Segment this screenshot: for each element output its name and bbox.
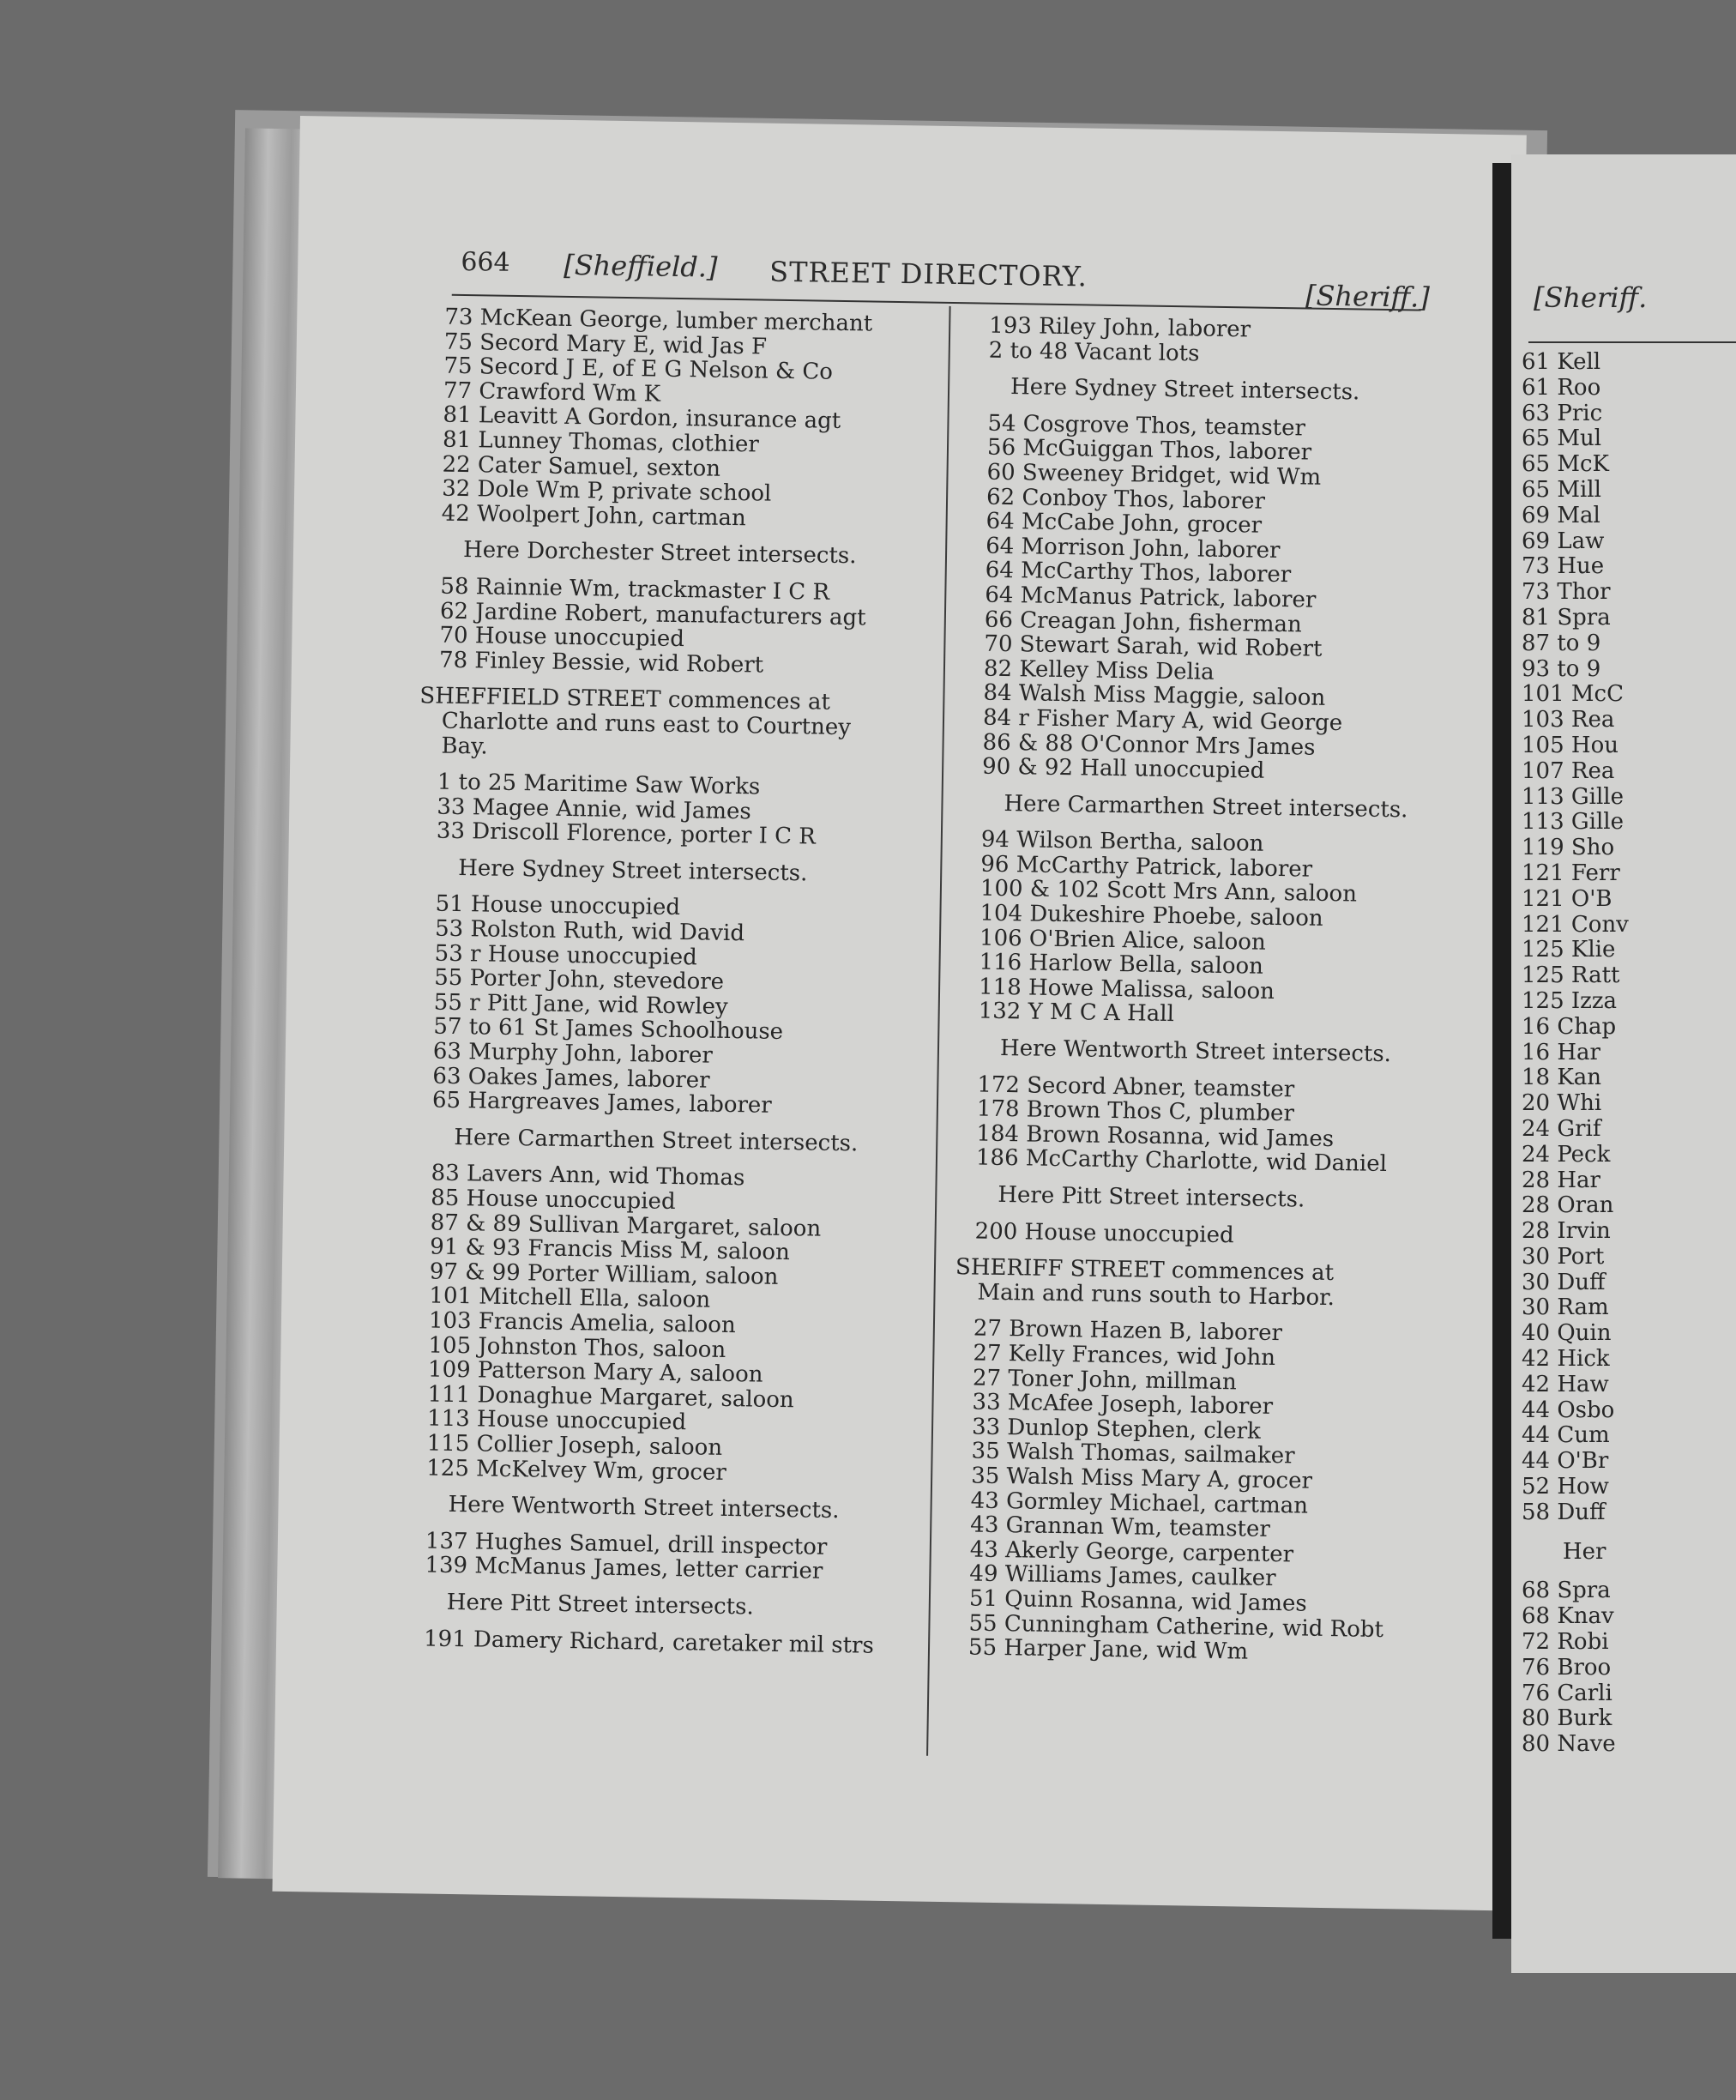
directory-entry: 53 Rolston Ruth, wid David bbox=[434, 915, 745, 947]
next-page-entry: 28 Irvin bbox=[1522, 1218, 1611, 1245]
next-page-entry: 113 Gille bbox=[1522, 783, 1624, 810]
next-page-entry: 28 Har bbox=[1522, 1167, 1600, 1193]
next-page-entry: 30 Duff bbox=[1522, 1269, 1606, 1295]
directory-entry: 33 McAfee Joseph, laborer bbox=[972, 1389, 1274, 1421]
directory-entry: 200 House unoccupied bbox=[974, 1218, 1234, 1248]
directory-entry: 65 Hargreaves James, laborer bbox=[431, 1087, 772, 1119]
next-page-entry: 30 Ram bbox=[1522, 1294, 1609, 1321]
directory-entry: 64 Morrison John, laborer bbox=[985, 533, 1281, 564]
next-page-entry: 61 Kell bbox=[1522, 349, 1601, 375]
right-column bbox=[949, 313, 1451, 1667]
next-page-entry: 68 Spra bbox=[1522, 1578, 1611, 1604]
next-page-entry: 52 How bbox=[1522, 1474, 1609, 1500]
directory-entry: 139 McManus James, letter carrier bbox=[425, 1552, 823, 1585]
next-page-entry: 20 Whi bbox=[1522, 1090, 1602, 1117]
next-page-entry: 103 Rea bbox=[1522, 707, 1615, 733]
directory-entry: 105 Johnston Thos, saloon bbox=[428, 1332, 726, 1363]
next-page-entry: 30 Port bbox=[1522, 1243, 1605, 1270]
street-heading bbox=[955, 1255, 1436, 1312]
directory-entry: 33 Magee Annie, wid James bbox=[437, 794, 751, 825]
directory-entry: 193 Riley John, laborer bbox=[989, 312, 1251, 343]
directory-entry: 86 & 88 O'Connor Mrs James bbox=[982, 729, 1316, 761]
directory-entry: 84 r Fisher Mary A, wid George bbox=[982, 704, 1343, 737]
next-page-entry: 76 Broo bbox=[1522, 1654, 1612, 1681]
directory-entry: 94 Wilson Bertha, saloon bbox=[980, 826, 1264, 858]
next-page-entry: 16 Chap bbox=[1522, 1013, 1617, 1040]
directory-entry: 35 Walsh Thomas, sailmaker bbox=[971, 1438, 1295, 1469]
directory-entry: 1 to 25 Maritime Saw Works bbox=[437, 769, 761, 800]
next-page-entry: 40 Quin bbox=[1522, 1320, 1612, 1347]
directory-entry: 100 & 102 Scott Mrs Ann, saloon bbox=[980, 876, 1358, 908]
intersection-note: Here Pitt Street intersects. bbox=[998, 1181, 1305, 1213]
directory-entry: 66 Creagan John, fisherman bbox=[984, 606, 1303, 637]
directory-entry: 51 Quinn Rosanna, wid James bbox=[968, 1585, 1307, 1617]
directory-entry: 55 Cunningham Catherine, wid Robt bbox=[968, 1609, 1384, 1643]
next-page-entry: 93 to 9 bbox=[1522, 655, 1601, 682]
next-page-entry: 42 Hick bbox=[1522, 1346, 1610, 1373]
next-page-entry: 68 Knav bbox=[1522, 1603, 1614, 1630]
directory-entry: 43 Grannan Wm, teamster bbox=[970, 1512, 1271, 1543]
header-left-tag: [Sheffield.] bbox=[564, 248, 718, 284]
directory-entry: 64 McCabe John, grocer bbox=[986, 508, 1263, 539]
directory-entry: 132 Y M C A Hall bbox=[978, 998, 1175, 1028]
directory-entry: 109 Patterson Mary A, saloon bbox=[427, 1356, 763, 1388]
directory-entry: 85 House unoccupied bbox=[430, 1185, 676, 1216]
next-page-entry: 69 Law bbox=[1522, 528, 1605, 554]
next-page-entry: 28 Oran bbox=[1522, 1192, 1614, 1219]
directory-entry: 91 & 93 Francis Miss M, saloon bbox=[430, 1234, 791, 1266]
directory-entry: 125 McKelvey Wm, grocer bbox=[426, 1455, 727, 1486]
left-column bbox=[405, 305, 941, 1658]
directory-entry: 43 Akerly George, carpenter bbox=[969, 1536, 1294, 1568]
directory-entry: 178 Brown Thos C, plumber bbox=[976, 1095, 1295, 1127]
next-page-entry: 65 Mul bbox=[1522, 425, 1602, 452]
directory-entry: 32 Dole Wm P, private school bbox=[441, 475, 772, 507]
next-page-entry: 125 Ratt bbox=[1522, 962, 1620, 989]
directory-entry: 186 McCarthy Charlotte, wid Daniel bbox=[975, 1144, 1388, 1178]
next-page-entry: 101 McC bbox=[1522, 681, 1624, 708]
next-page-entry: 44 Cum bbox=[1522, 1422, 1610, 1449]
directory-entry: 64 McManus Patrick, laborer bbox=[985, 582, 1317, 613]
directory-entry: 70 Stewart Sarah, wid Robert bbox=[984, 631, 1323, 662]
next-page-entry: 72 Robi bbox=[1522, 1629, 1609, 1656]
directory-entry: 101 Mitchell Ella, saloon bbox=[429, 1282, 711, 1314]
directory-entry: 55 Porter John, stevedore bbox=[434, 964, 725, 996]
next-page-entry: 44 Osbo bbox=[1522, 1397, 1615, 1423]
directory-entry: 43 Gormley Michael, cartman bbox=[970, 1488, 1309, 1519]
street-heading-line: Main and runs south to Harbor. bbox=[977, 1279, 1335, 1311]
next-page-entry: 121 Conv bbox=[1522, 911, 1629, 938]
directory-entry: 63 Oakes James, laborer bbox=[432, 1063, 710, 1094]
directory-entry: 54 Cosgrove Thos, teamster bbox=[987, 410, 1306, 442]
directory-entry: 51 House unoccupied bbox=[435, 891, 681, 921]
intersection-note: Here Sydney Street intersects. bbox=[1010, 374, 1360, 406]
next-page-intersection-note: Her bbox=[1563, 1538, 1606, 1565]
page-number: 664 bbox=[461, 246, 510, 278]
directory-entry: 49 Williams James, caulker bbox=[969, 1560, 1276, 1592]
next-page-entry: 81 Spra bbox=[1522, 604, 1611, 631]
next-page-entry: 73 Thor bbox=[1522, 579, 1611, 606]
directory-entry: 64 McCarthy Thos, laborer bbox=[985, 557, 1292, 588]
directory-entry: 22 Cater Samuel, sexton bbox=[442, 451, 721, 482]
directory-entry: 62 Jardine Robert, manufacturers agt bbox=[439, 598, 866, 631]
next-page-entry: 69 Mal bbox=[1522, 502, 1600, 528]
next-page-entry: 73 Hue bbox=[1522, 553, 1605, 580]
next-page-entry: 80 Burk bbox=[1522, 1705, 1612, 1732]
next-page-entry: 121 Ferr bbox=[1522, 860, 1620, 886]
directory-entry: 77 Crawford Wm K bbox=[443, 377, 661, 407]
street-heading-line: Bay. bbox=[441, 733, 488, 760]
directory-entry: 63 Murphy John, laborer bbox=[432, 1038, 714, 1069]
intersection-note: Here Wentworth Street intersects. bbox=[999, 1035, 1392, 1068]
directory-entry: 96 McCarthy Patrick, laborer bbox=[980, 851, 1313, 883]
directory-entry: 60 Sweeney Bridget, wid Wm bbox=[986, 459, 1322, 491]
next-page-entry: 125 Klie bbox=[1522, 937, 1616, 963]
intersection-note: Here Wentworth Street intersects. bbox=[448, 1492, 840, 1524]
directory-entry: 33 Dunlop Stephen, clerk bbox=[971, 1414, 1262, 1445]
directory-entry: 172 Secord Abner, teamster bbox=[977, 1071, 1295, 1102]
next-page-entry: 24 Grif bbox=[1522, 1115, 1601, 1142]
directory-entry: 35 Walsh Miss Mary A, grocer bbox=[970, 1463, 1313, 1494]
intersection-note: Here Sydney Street intersects. bbox=[458, 854, 808, 887]
directory-entry: 27 Toner John, millman bbox=[972, 1365, 1237, 1395]
directory-entry: 137 Hughes Samuel, drill inspector bbox=[425, 1528, 828, 1560]
directory-entry: 78 Finley Bessie, wid Robert bbox=[438, 647, 764, 679]
directory-entry: 33 Driscoll Florence, porter I C R bbox=[436, 818, 817, 850]
next-page-entry: 125 Izza bbox=[1522, 987, 1618, 1014]
directory-entry: 75 Secord Mary E, wid Jas F bbox=[443, 329, 768, 360]
next-page-entry: 121 O'B bbox=[1522, 885, 1612, 912]
directory-entry: 97 & 99 Porter William, saloon bbox=[429, 1258, 779, 1290]
directory-entry: 111 Donaghue Margaret, saloon bbox=[427, 1381, 794, 1413]
next-page-entry: 24 Peck bbox=[1522, 1141, 1611, 1168]
next-page bbox=[1511, 154, 1736, 1973]
next-page-entry: 61 Roo bbox=[1522, 374, 1601, 401]
next-page-entry: 42 Haw bbox=[1522, 1371, 1609, 1397]
street-heading bbox=[419, 685, 934, 766]
directory-entry: 27 Kelly Frances, wid John bbox=[973, 1340, 1276, 1372]
next-page-column bbox=[1522, 350, 1629, 1758]
directory-entry: 83 Lavers Ann, wid Thomas bbox=[431, 1160, 745, 1192]
next-page-entry: 80 Nave bbox=[1522, 1731, 1616, 1758]
intersection-note: Here Dorchester Street intersects. bbox=[462, 537, 857, 570]
directory-entry: 27 Brown Hazen B, laborer bbox=[973, 1315, 1283, 1347]
directory-entry: 58 Rainnie Wm, trackmaster I C R bbox=[440, 573, 830, 606]
intersection-note: Here Carmarthen Street intersects. bbox=[454, 1124, 859, 1157]
next-page-entry: 18 Kan bbox=[1522, 1065, 1602, 1091]
next-page-entry: 63 Pric bbox=[1522, 400, 1603, 426]
directory-entry: 56 McGuiggan Thos, laborer bbox=[986, 435, 1312, 466]
left-page bbox=[272, 116, 1526, 1910]
directory-entry: 84 Walsh Miss Maggie, saloon bbox=[983, 679, 1326, 712]
next-page-entry: 107 Rea bbox=[1522, 757, 1615, 784]
directory-entry: 55 Harper Jane, wid Wm bbox=[967, 1634, 1249, 1665]
directory-entry: 118 Howe Malissa, saloon bbox=[978, 974, 1275, 1005]
directory-entry: 104 Dukeshire Phoebe, saloon bbox=[980, 900, 1323, 932]
directory-entry: 73 McKean George, lumber merchant bbox=[444, 304, 873, 337]
street-heading-line: SHERIFF STREET commences at bbox=[955, 1254, 1335, 1287]
directory-entry: 75 Secord J E, of E G Nelson & Co bbox=[443, 353, 834, 385]
directory-entry: 42 Woolpert John, cartman bbox=[441, 500, 746, 531]
page-title: STREET DIRECTORY. bbox=[769, 255, 1088, 293]
directory-entry: 184 Brown Rosanna, wid James bbox=[976, 1120, 1335, 1152]
next-page-entry: 44 O'Br bbox=[1522, 1448, 1609, 1475]
page-header bbox=[461, 238, 1431, 314]
header-right-tag: [Sheriff.] bbox=[1305, 279, 1431, 314]
book-gutter bbox=[1492, 163, 1511, 1939]
directory-entry: 115 Collier Joseph, saloon bbox=[426, 1430, 723, 1461]
directory-entry: 55 r Pitt Jane, wid Rowley bbox=[433, 989, 728, 1020]
next-page-rule bbox=[1528, 341, 1736, 343]
street-heading-line: SHEFFIELD STREET commences at bbox=[419, 683, 831, 716]
next-page-entry: 105 Hou bbox=[1522, 732, 1618, 758]
directory-entry: 116 Harlow Bella, saloon bbox=[979, 949, 1264, 981]
next-page-entry: 65 Mill bbox=[1522, 476, 1601, 503]
directory-entry: 2 to 48 Vacant lots bbox=[988, 337, 1200, 367]
directory-entry: 62 Conboy Thos, laborer bbox=[986, 484, 1266, 515]
next-page-entry: 76 Carli bbox=[1522, 1680, 1612, 1706]
directory-entry: 81 Leavitt A Gordon, insurance agt bbox=[443, 402, 841, 435]
directory-entry: 191 Damery Richard, caretaker mil strs bbox=[423, 1625, 875, 1659]
intersection-note: Here Carmarthen Street intersects. bbox=[1004, 790, 1408, 824]
directory-entry: 87 & 89 Sullivan Margaret, saloon bbox=[430, 1210, 822, 1242]
directory-entry: 53 r House unoccupied bbox=[434, 940, 697, 971]
directory-entry: 106 O'Brien Alice, saloon bbox=[979, 925, 1266, 956]
directory-entry: 81 Lunney Thomas, clothier bbox=[442, 426, 760, 458]
directory-entry: 90 & 92 Hall unoccupied bbox=[981, 753, 1265, 784]
next-page-entry: 16 Har bbox=[1522, 1039, 1600, 1065]
next-page-entry: 119 Sho bbox=[1522, 835, 1615, 861]
intersection-note: Here Pitt Street intersects. bbox=[446, 1589, 754, 1620]
directory-entry: 82 Kelley Miss Delia bbox=[983, 655, 1215, 685]
next-page-entry: 113 Gille bbox=[1522, 809, 1624, 836]
next-page-entry: 58 Duff bbox=[1522, 1499, 1606, 1525]
street-heading-line: Charlotte and runs east to Courtney bbox=[441, 708, 852, 741]
directory-entry: 103 Francis Amelia, saloon bbox=[428, 1307, 736, 1339]
directory-entry: 113 House unoccupied bbox=[426, 1405, 687, 1436]
next-page-entry: 87 to 9 bbox=[1522, 630, 1601, 656]
next-page-header: [Sheriff. bbox=[1534, 281, 1648, 314]
next-page-entry: 65 McK bbox=[1522, 451, 1609, 478]
directory-entry: 70 House unoccupied bbox=[439, 622, 685, 653]
directory-entry: 57 to 61 St James Schoolhouse bbox=[433, 1014, 784, 1046]
